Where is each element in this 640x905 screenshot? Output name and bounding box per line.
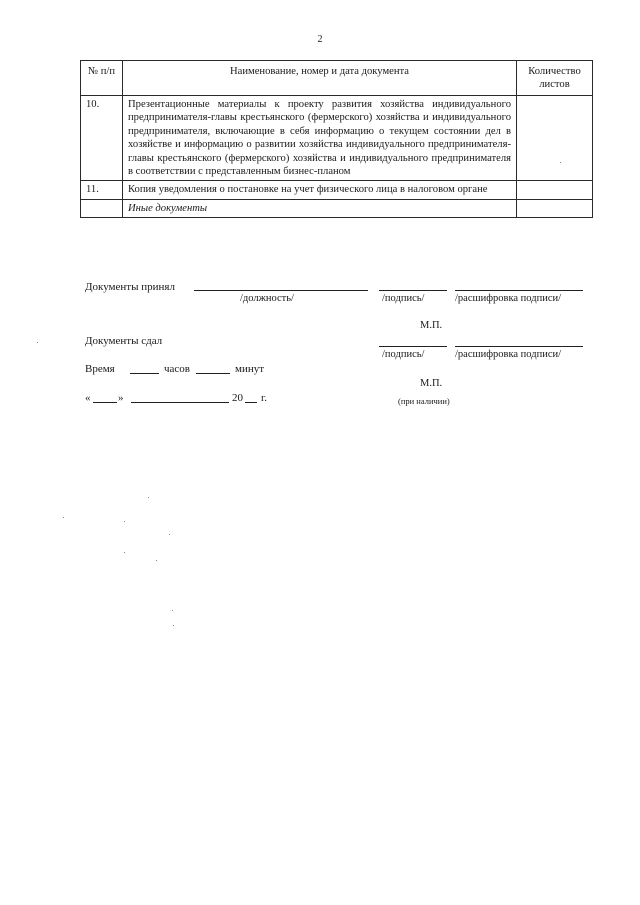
decoding-caption-2: /расшифровка подписи/ [455,349,562,360]
minutes-line [196,373,230,374]
position-line [194,290,368,291]
row-sheet-count [517,199,593,217]
scan-speck [173,625,174,626]
signature-caption-2: /подпись/ [382,349,425,360]
minutes-label: минут [235,363,265,375]
row-sheet-count [517,181,593,199]
hours-label: часов [164,363,190,375]
signature-caption: /подпись/ [382,293,425,304]
date-close-quote: » [118,392,124,404]
hours-line [130,373,159,374]
table-header-row [81,61,593,96]
scan-speck [169,534,170,535]
header-sheet-count: Количество листов [517,61,593,96]
row-sheet-count [517,96,593,181]
scan-speck [37,342,38,343]
year-prefix: 20 [232,392,243,404]
row-document-name: Копия уведомления о постановке на учет физического лица в налоговом органе [123,181,517,199]
decoding-caption: /расшифровка подписи/ [455,293,562,304]
row-number: 10. [81,96,123,181]
header-number: № п/п [81,61,123,96]
signature-line [379,290,447,291]
scan-speck [156,560,157,561]
time-label: Время [85,363,115,375]
scan-speck [172,610,173,611]
table-row [81,199,593,217]
decoding-line-2 [455,346,583,347]
scan-speck [148,497,149,498]
month-line [131,402,229,403]
signature-line-2 [379,346,447,347]
row-number: 11. [81,181,123,199]
row-document-name: Презентационные материалы к проекту развития хозяйства индивидуального предпринимателя-главы крестьянского (фермерского) хозяйства и индивидуального предпринимателя, включающие в себя информацию о текущем состоянии дел в хозяйстве и информацию о развитии хозяйства индивидуального предпринимателя-главы крестьянского (фермерского) хозяйства и индивидуального предпринимателя в соответствии с представленным бизнес-планом [123,96,517,181]
header-document-name: Наименование, номер и дата документа [123,61,517,96]
decoding-line [455,290,583,291]
scan-speck [124,552,125,553]
scan-speck [63,517,64,518]
row-document-name: Иные документы [123,199,517,217]
day-line [93,402,117,403]
year-suffix: г. [261,392,268,404]
handed-by-label: Документы сдал [85,335,163,347]
table-row [81,96,593,181]
page-number: 2 [317,34,323,45]
accepted-by-label: Документы принял [85,281,175,293]
row-number [81,199,123,217]
date-open-quote: « [85,392,91,404]
scan-speck [560,162,561,163]
documents-table [80,60,593,218]
stamp-label-1: М.П. [420,320,443,331]
if-available-note: (при наличии) [398,396,450,406]
position-caption: /должность/ [240,293,294,304]
scan-speck [124,521,125,522]
table-row [81,181,593,199]
stamp-label-2: М.П. [420,378,443,389]
year-line [245,402,257,403]
